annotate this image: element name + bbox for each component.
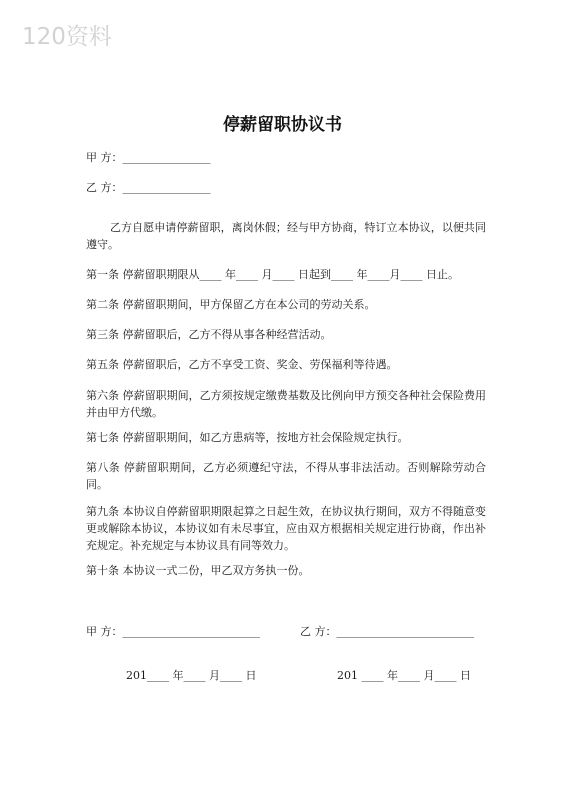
article-5: 第五条 停薪留职后，乙方不享受工资、奖金、劳保福利等待遇。	[86, 358, 398, 371]
article-9: 第九条 本协议自停薪留职期限起算之日起生效，在协议执行期间，双方不得随意变更或解除本协议，本协议如有未尽事宜，应由双方根据相关规定进行协商，作出补充规定。补充规定与本协议具有同等效力。	[86, 505, 486, 552]
article-6: 第六条 停薪留职期间，乙方须按规定缴费基数及比例向甲方预交各种社会保险费用并由甲方代缴。	[86, 389, 486, 419]
article-7: 第七条 停薪留职期间，如乙方患病等，按地方社会保险规定执行。	[86, 431, 409, 444]
signature-date-b: 201 ____ 年____ 月____ 日	[337, 669, 471, 682]
party-a-header: 甲 方：________________	[86, 151, 211, 164]
watermark: 120资料	[22, 24, 112, 50]
party-b-header: 乙 方：________________	[86, 181, 211, 194]
document-title: 停薪留职协议书	[223, 115, 342, 135]
intro-paragraph: 乙方自愿申请停薪留职，离岗休假；经与甲方协商，特订立本协议，以便共同遵守。	[86, 221, 486, 251]
article-3: 第三条 停薪留职后，乙方不得从事各种经营活动。	[86, 328, 332, 341]
article-10: 第十条 本协议一式二份，甲乙双方务执一份。	[86, 564, 310, 577]
signature-party-a: 甲 方：_________________________	[86, 625, 260, 638]
article-1: 第一条 停薪留职期限从____ 年____ 月____ 日起到____ 年____月____ 日止。	[86, 268, 459, 281]
signature-date-a: 201____ 年____ 月____ 日	[126, 669, 257, 682]
article-8: 第八条 停薪留职期间，乙方必须遵纪守法，不得从事非法活动。否则解除劳动合同。	[86, 461, 486, 491]
signature-party-b: 乙 方：_________________________	[300, 625, 474, 638]
article-2: 第二条 停薪留职期间，甲方保留乙方在本公司的劳动关系。	[86, 298, 376, 311]
